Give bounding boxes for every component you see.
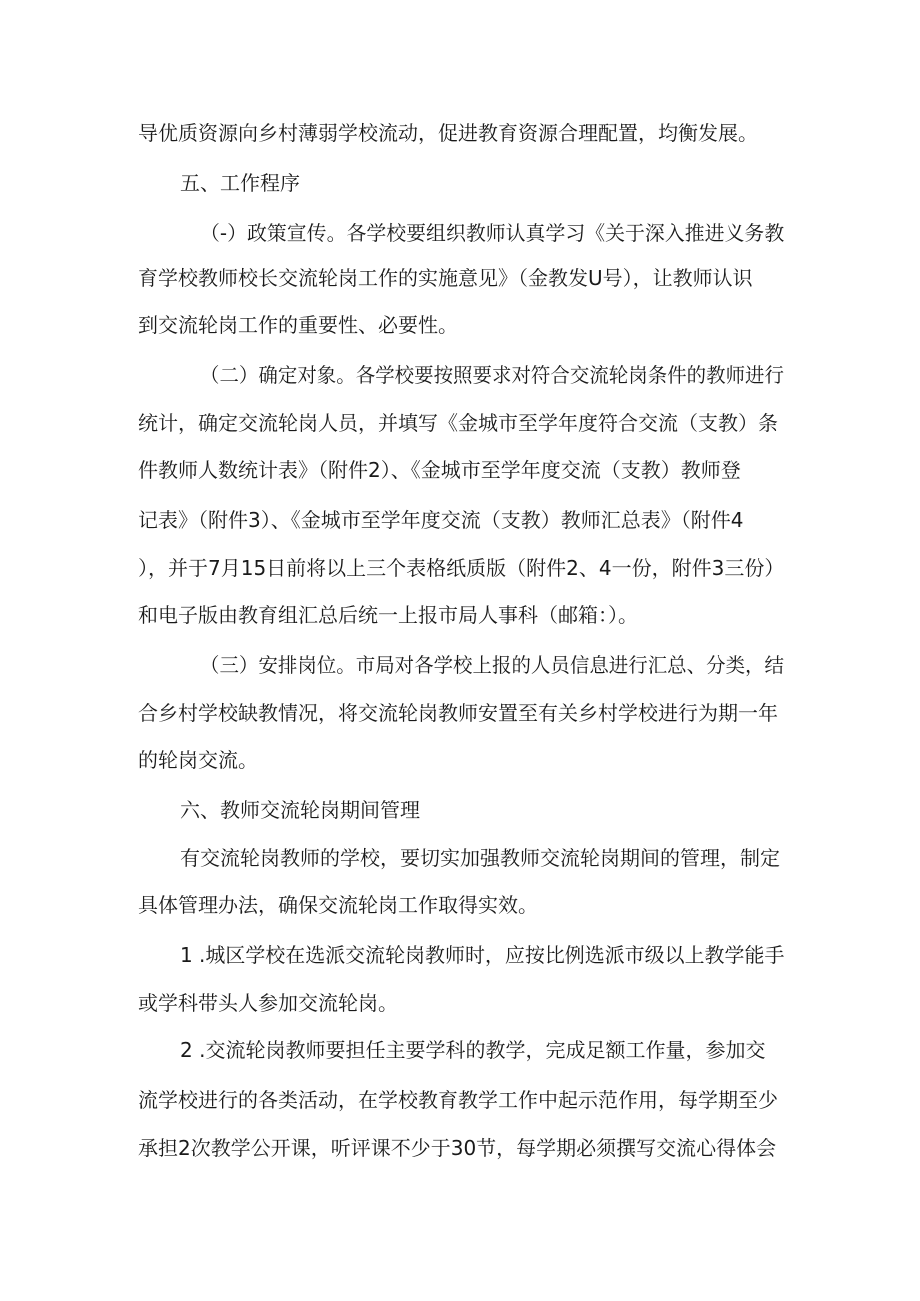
text-line: （三）安排岗位。市局对各学校上报的人员信息进行汇总、分类，结 bbox=[200, 653, 784, 677]
text-line: 和电子版由教育组汇总后统一上报市局人事科（邮箱：）。 bbox=[138, 603, 638, 627]
text-line: 合乡村学校缺教情况，将交流轮岗教师安置至有关乡村学校进行为期一年 bbox=[138, 701, 778, 725]
text-line: （二）确定对象。各学校要按照要求对符合交流轮岗条件的教师进行 bbox=[200, 363, 784, 387]
text-line: 流学校进行的各类活动，在学校教育教学工作中起示范作用，每学期至少 bbox=[138, 1088, 778, 1112]
text-line: 统计，确定交流轮岗人员，并填写《金城市至学年度符合交流（支教）条 bbox=[138, 411, 778, 435]
text-line: 2 .交流轮岗教师要担任主要学科的教学，完成足额工作量，参加交 bbox=[180, 1038, 766, 1062]
text-line: ），并于7月15日前将以上三个表格纸质版（附件2、4一份，附件3三份） bbox=[138, 556, 785, 580]
text-line: 或学科带头人参加交流轮岗。 bbox=[138, 991, 398, 1015]
text-line: 有交流轮岗教师的学校，要切实加强教师交流轮岗期间的管理，制定 bbox=[180, 846, 780, 870]
text-line: 的轮岗交流。 bbox=[138, 748, 258, 772]
text-line: （-）政策宣传。各学校要组织教师认真学习《关于深入推进义务教 bbox=[200, 221, 785, 245]
text-line: 到交流轮岗工作的重要性、必要性。 bbox=[138, 313, 458, 337]
text-line: 育学校教师校长交流轮岗工作的实施意见》（金教发U号），让教师认识 bbox=[138, 266, 753, 290]
text-line: 具体管理办法，确保交流轮岗工作取得实效。 bbox=[138, 893, 538, 917]
text-line: 导优质资源向乡村薄弱学校流动，促进教育资源合理配置，均衡发展。 bbox=[138, 121, 758, 145]
text-line: 记表》（附件3）、《金城市至学年度交流（支教）教师汇总表》（附件4 bbox=[138, 508, 744, 532]
text-line: 1 .城区学校在选派交流轮岗教师时，应按比例选派市级以上教学能手 bbox=[180, 943, 785, 967]
section-heading: 五、工作程序 bbox=[180, 171, 300, 195]
section-heading: 六、教师交流轮岗期间管理 bbox=[180, 798, 420, 822]
text-line: 件教师人数统计表》（附件2）、《金城市至学年度交流（支教）教师登 bbox=[138, 458, 741, 482]
text-line: 承担2次教学公开课，听评课不少于30节，每学期必须撰写交流心得体会 bbox=[138, 1136, 777, 1160]
